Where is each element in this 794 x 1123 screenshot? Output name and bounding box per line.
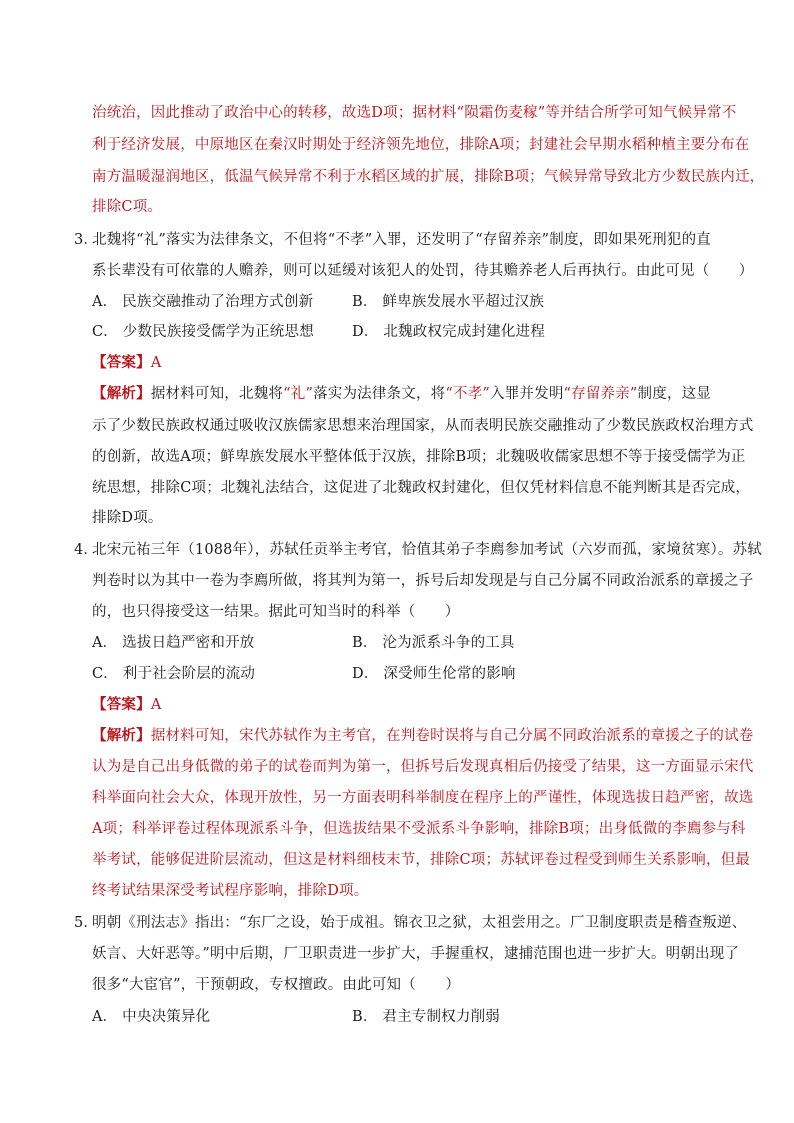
question-4-analysis-line-6: 终考试结果深受考试程序影响，排除D项。 (92, 883, 369, 899)
question-4-option-c: C． 利于社会阶层的流动 (92, 666, 256, 682)
question-4-option-a: A． 选拔日趋严密和开放 (92, 635, 255, 651)
question-4-analysis-line-5: 举考试，能够促进阶层流动，但这是材料细枝末节，排除C项；苏轼评卷过程受到师生关系影响，但最 (92, 852, 751, 868)
prev-analysis-line-3: 南方温暖湿润地区，低温气候异常不利于水稻区域的扩展，排除B项；气候异常导致北方少数民族内迁， (92, 169, 765, 185)
question-3-option-c: C． 少数民族接受儒学为正统思想 (92, 324, 314, 340)
question-4-analysis-line-4: A项；科举评卷过程体现派系斗争，但选拔结果不受派系斗争影响，排除B项；出身低微的李廌参与科 (92, 821, 746, 837)
question-4-analysis-line-2: 认为是自己出身低微的弟子的试卷而判为第一，但拆号后发现真相后仍接受了结果，这一方面显示宋代 (92, 759, 754, 775)
question-4-stem-line-2: 判卷时以为其中一卷为李廌所做，将其判为第一，拆号后却发现是与自己分属不同政治派系的章援之子 (92, 573, 754, 589)
question-4-analysis-line-3: 科举面向社会大众，体现开放性，另一方面表明科举制度在程序上的严谨性，体现选拔日趋严密，故选 (92, 790, 754, 806)
prev-analysis-line-1: 治统治，因此推动了政治中心的转移，故选D项；据材料“陨霜伤麦稼”等并结合所学可知气候异常不 (92, 105, 737, 121)
question-5-option-b: B． 君主专制权力削弱 (352, 1009, 500, 1025)
question-4-stem-line-1: 北宋元祐三年（1088年），苏轼任贡举主考官，恰值其弟子李廌参加考试（六岁而孤，家境贫寒）。苏轼 (92, 542, 762, 558)
question-3-option-b: B． 鲜卑族发展水平超过汉族 (352, 294, 545, 310)
question-3-number: 3． (74, 232, 99, 248)
answer-value: A (150, 697, 162, 713)
analysis-text: 落实为法律条文，将 (313, 386, 446, 402)
question-3-analysis-line-1 (92, 384, 711, 404)
question-5-option-a: A． 中央决策异化 (92, 1009, 211, 1025)
analysis-highlight: “存留养亲” (563, 386, 638, 402)
prev-analysis-line-2: 利于经济发展，中原地区在秦汉时期处于经济领先地位，排除A项；封建社会早期水稻种植主要分布在 (92, 137, 750, 153)
question-5-stem-line-2: 妖言、大奸恶等。”明中后期，厂卫职责进一步扩大，手握重权，逮捕范围也进一步扩大。明朝出现了 (92, 946, 740, 962)
prev-analysis-line-4: 排除C项。 (92, 199, 163, 215)
question-3-stem-line-1: 北魏将“礼”落实为法律条文，不但将“不孝”入罪，还发明了“存留养亲”制度，即如果死刑犯的直 (92, 232, 711, 248)
question-3-answer (92, 353, 161, 373)
question-3-analysis-line-3: 的创新，故选A项；鲜卑族发展水平整体低于汉族，排除B项；北魏吸收儒家思想不等于接受儒学为正 (92, 449, 746, 465)
analysis-text: 入罪并发明 (490, 386, 564, 402)
question-3-analysis-line-4: 统思想，排除C项；北魏礼法结合，这促进了北魏政权封建化，但仅凭材料信息不能判断其是否完成， (92, 480, 751, 496)
question-3-stem-line-2: 系长辈没有可依靠的人赡养，则可以延缓对该犯人的处罚，待其赡养老人后再执行。由此可见（ ） (92, 263, 754, 279)
analysis-label: 【解析】 (92, 727, 151, 744)
question-4-answer (92, 695, 161, 715)
question-3-option-d: D． 北魏政权完成封建化进程 (352, 324, 546, 340)
question-4-analysis-line-1 (92, 726, 754, 746)
analysis-highlight: “礼” (283, 386, 314, 402)
answer-value: A (150, 355, 162, 371)
question-3-analysis-line-2: 示了少数民族政权通过吸收汉族儒家思想来治理国家，从而表明民族交融推动了少数民族政权治理方式 (92, 418, 754, 434)
question-5-stem-line-3: 很多“大宦官”，干预朝政，专权擅政。由此可知（ ） (92, 977, 461, 993)
answer-label: 【答案】 (92, 696, 151, 713)
analysis-label: 【解析】 (92, 385, 151, 402)
question-4-number: 4． (74, 542, 99, 558)
answer-label: 【答案】 (92, 354, 151, 371)
question-3-option-a: A． 民族交融推动了治理方式创新 (92, 294, 314, 310)
question-5-stem-line-1: 明朝《刑法志》指出：“东厂之设，始于成祖。锦衣卫之狱，太祖尝用之。厂卫制度职责是稽查叛逆、 (92, 915, 747, 931)
analysis-text: 据材料可知，北魏将 (150, 386, 284, 402)
question-4-option-d: D． 深受师生伦常的影响 (352, 666, 516, 682)
question-3-analysis-line-5: 排除D项。 (92, 510, 163, 526)
analysis-highlight: “不孝” (445, 386, 491, 402)
analysis-text: 据材料可知，宋代苏轼作为主考官，在判卷时误将与自己分属不同政治派系的章援之子的试卷 (150, 728, 754, 744)
question-4-option-b: B． 沦为派系斗争的工具 (352, 635, 515, 651)
analysis-text: 制度，这显 (637, 386, 712, 402)
question-5-number: 5． (74, 915, 99, 931)
question-4-stem-line-3: 的，也只得接受这一结果。据此可知当时的科举（ ） (92, 604, 460, 620)
